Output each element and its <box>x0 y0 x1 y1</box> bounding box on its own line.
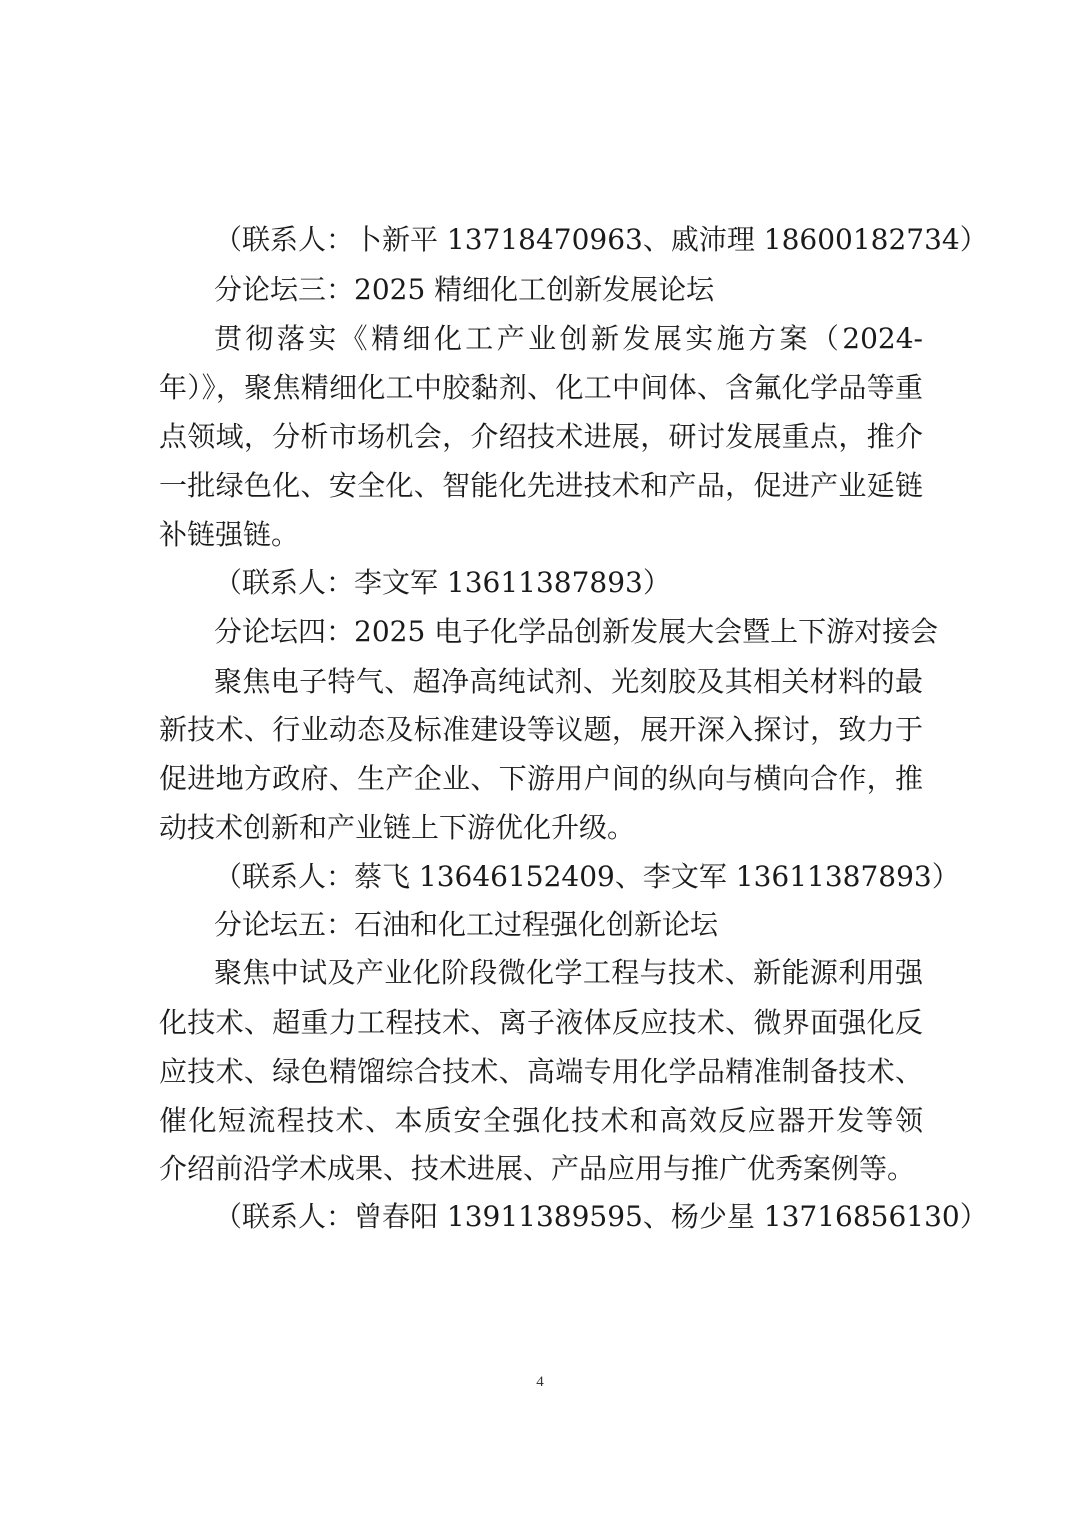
forum-5-paragraph-line: 化技术、超重力工程技术、离子液体反应技术、微界面强化反 <box>159 1006 923 1039</box>
forum-4-paragraph-line: 聚焦电子特气、超净高纯试剂、光刻胶及其相关材料的最 <box>214 665 923 698</box>
forum-4-paragraph-line: 新技术、行业动态及标准建设等议题，展开深入探讨，致力于 <box>159 713 923 746</box>
page-number: 4 <box>536 1374 544 1390</box>
forum-4-paragraph-line: 动技术创新和产业链上下游优化升级。 <box>159 811 636 844</box>
forum-5-paragraph-line: 应技术、绿色精馏综合技术、高端专用化学品精准制备技术、 <box>159 1055 923 1088</box>
forum-5-paragraph-line: 介绍前沿学术成果、技术进展、产品应用与推广优秀案例等。 <box>159 1152 916 1185</box>
contact-line-forum-5: （联系人：曾春阳 13911389595、杨少星 13716856130） <box>214 1200 988 1233</box>
forum-3-heading: 分论坛三：2025 精细化工创新发展论坛 <box>214 273 715 306</box>
forum-5-paragraph-line: 催化短流程技术、本质安全强化技术和高效反应器开发等领 <box>159 1104 923 1137</box>
contact-line-forum-3: （联系人：李文军 13611387893） <box>214 566 671 599</box>
forum-3-paragraph-line: 一批绿色化、安全化、智能化先进技术和产品，促进产业延链 <box>159 469 923 502</box>
contact-line-forum-4: （联系人：蔡飞 13646152409、李文军 13611387893） <box>214 860 960 893</box>
forum-3-paragraph-line: 年）》，聚焦精细化工中胶黏剂、化工中间体、含氟化学品等重 <box>159 371 923 404</box>
forum-4-paragraph-line: 促进地方政府、生产企业、下游用户间的纵向与横向合作，推 <box>159 762 923 795</box>
forum-5-heading: 分论坛五：石油和化工过程强化创新论坛 <box>214 908 719 941</box>
forum-3-paragraph-line: 贯彻落实《精细化工产业创新发展实施方案（2024- <box>214 322 923 355</box>
forum-3-paragraph-line: 补链强链。 <box>159 518 300 551</box>
forum-5-paragraph-line: 聚焦中试及产业化阶段微化学工程与技术、新能源利用强 <box>214 956 923 989</box>
forum-4-heading: 分论坛四：2025 电子化学品创新发展大会暨上下游对接会 <box>214 615 939 648</box>
contact-line-forum-2: （联系人：卜新平 13718470963、戚沛理 18600182734） <box>214 223 988 256</box>
forum-3-paragraph-line: 点领域，分析市场机会，介绍技术进展，研讨发展重点，推介 <box>159 420 923 453</box>
